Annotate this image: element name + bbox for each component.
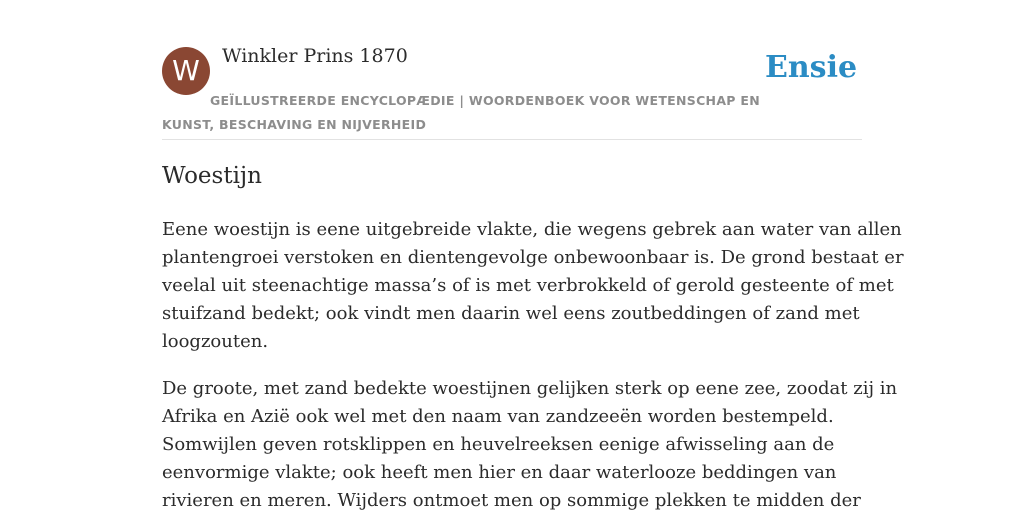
paragraph-line: loogzouten. bbox=[162, 331, 269, 352]
header-divider bbox=[162, 139, 862, 140]
source-title[interactable]: Winkler Prins 1870 bbox=[222, 45, 408, 67]
paragraph-line: Afrika en Azië ook wel met den naam van zandzeeën worden bestempeld. bbox=[162, 406, 834, 427]
article-title: Woestijn bbox=[162, 163, 262, 189]
paragraph-line: eenvormige vlakte; ook heeft men hier en daar waterlooze beddingen van bbox=[162, 462, 837, 483]
paragraph-line: stuifzand bedekt; ook vindt men daarin wel eens zoutbeddingen of zand met bbox=[162, 303, 860, 324]
article-paragraph bbox=[162, 216, 904, 356]
paragraph-line: veelal uit steenachtige massa’s of is met verbrokkeld of gerold gesteente of met bbox=[162, 275, 894, 296]
article-paragraph bbox=[162, 375, 898, 512]
brand-logo-link[interactable]: Ensie bbox=[765, 50, 858, 85]
avatar: W bbox=[162, 47, 210, 95]
paragraph-line: Somwijlen geven rotsklippen en heuvelreeksen eenige afwisseling aan de bbox=[162, 434, 835, 455]
paragraph-line: Eene woestijn is eene uitgebreide vlakte, die wegens gebrek aan water van allen bbox=[162, 219, 902, 240]
paragraph-line: De groote, met zand bedekte woestijnen gelijken sterk op eene zee, zoodat zij in bbox=[162, 378, 898, 399]
source-subtitle: GEÏLLUSTREERDE ENCYCLOPÆDIE | WOORDENBOEK VOOR WETENSCHAP EN KUNST, BESCHAVING EN NIJVERHEID bbox=[162, 93, 760, 132]
paragraph-line: rivieren en meren. Wijders ontmoet men op sommige plekken te midden der bbox=[162, 490, 861, 511]
paragraph-line: plantengroei verstoken en dientengevolge onbewoonbaar is. De grond bestaat er bbox=[162, 247, 904, 268]
